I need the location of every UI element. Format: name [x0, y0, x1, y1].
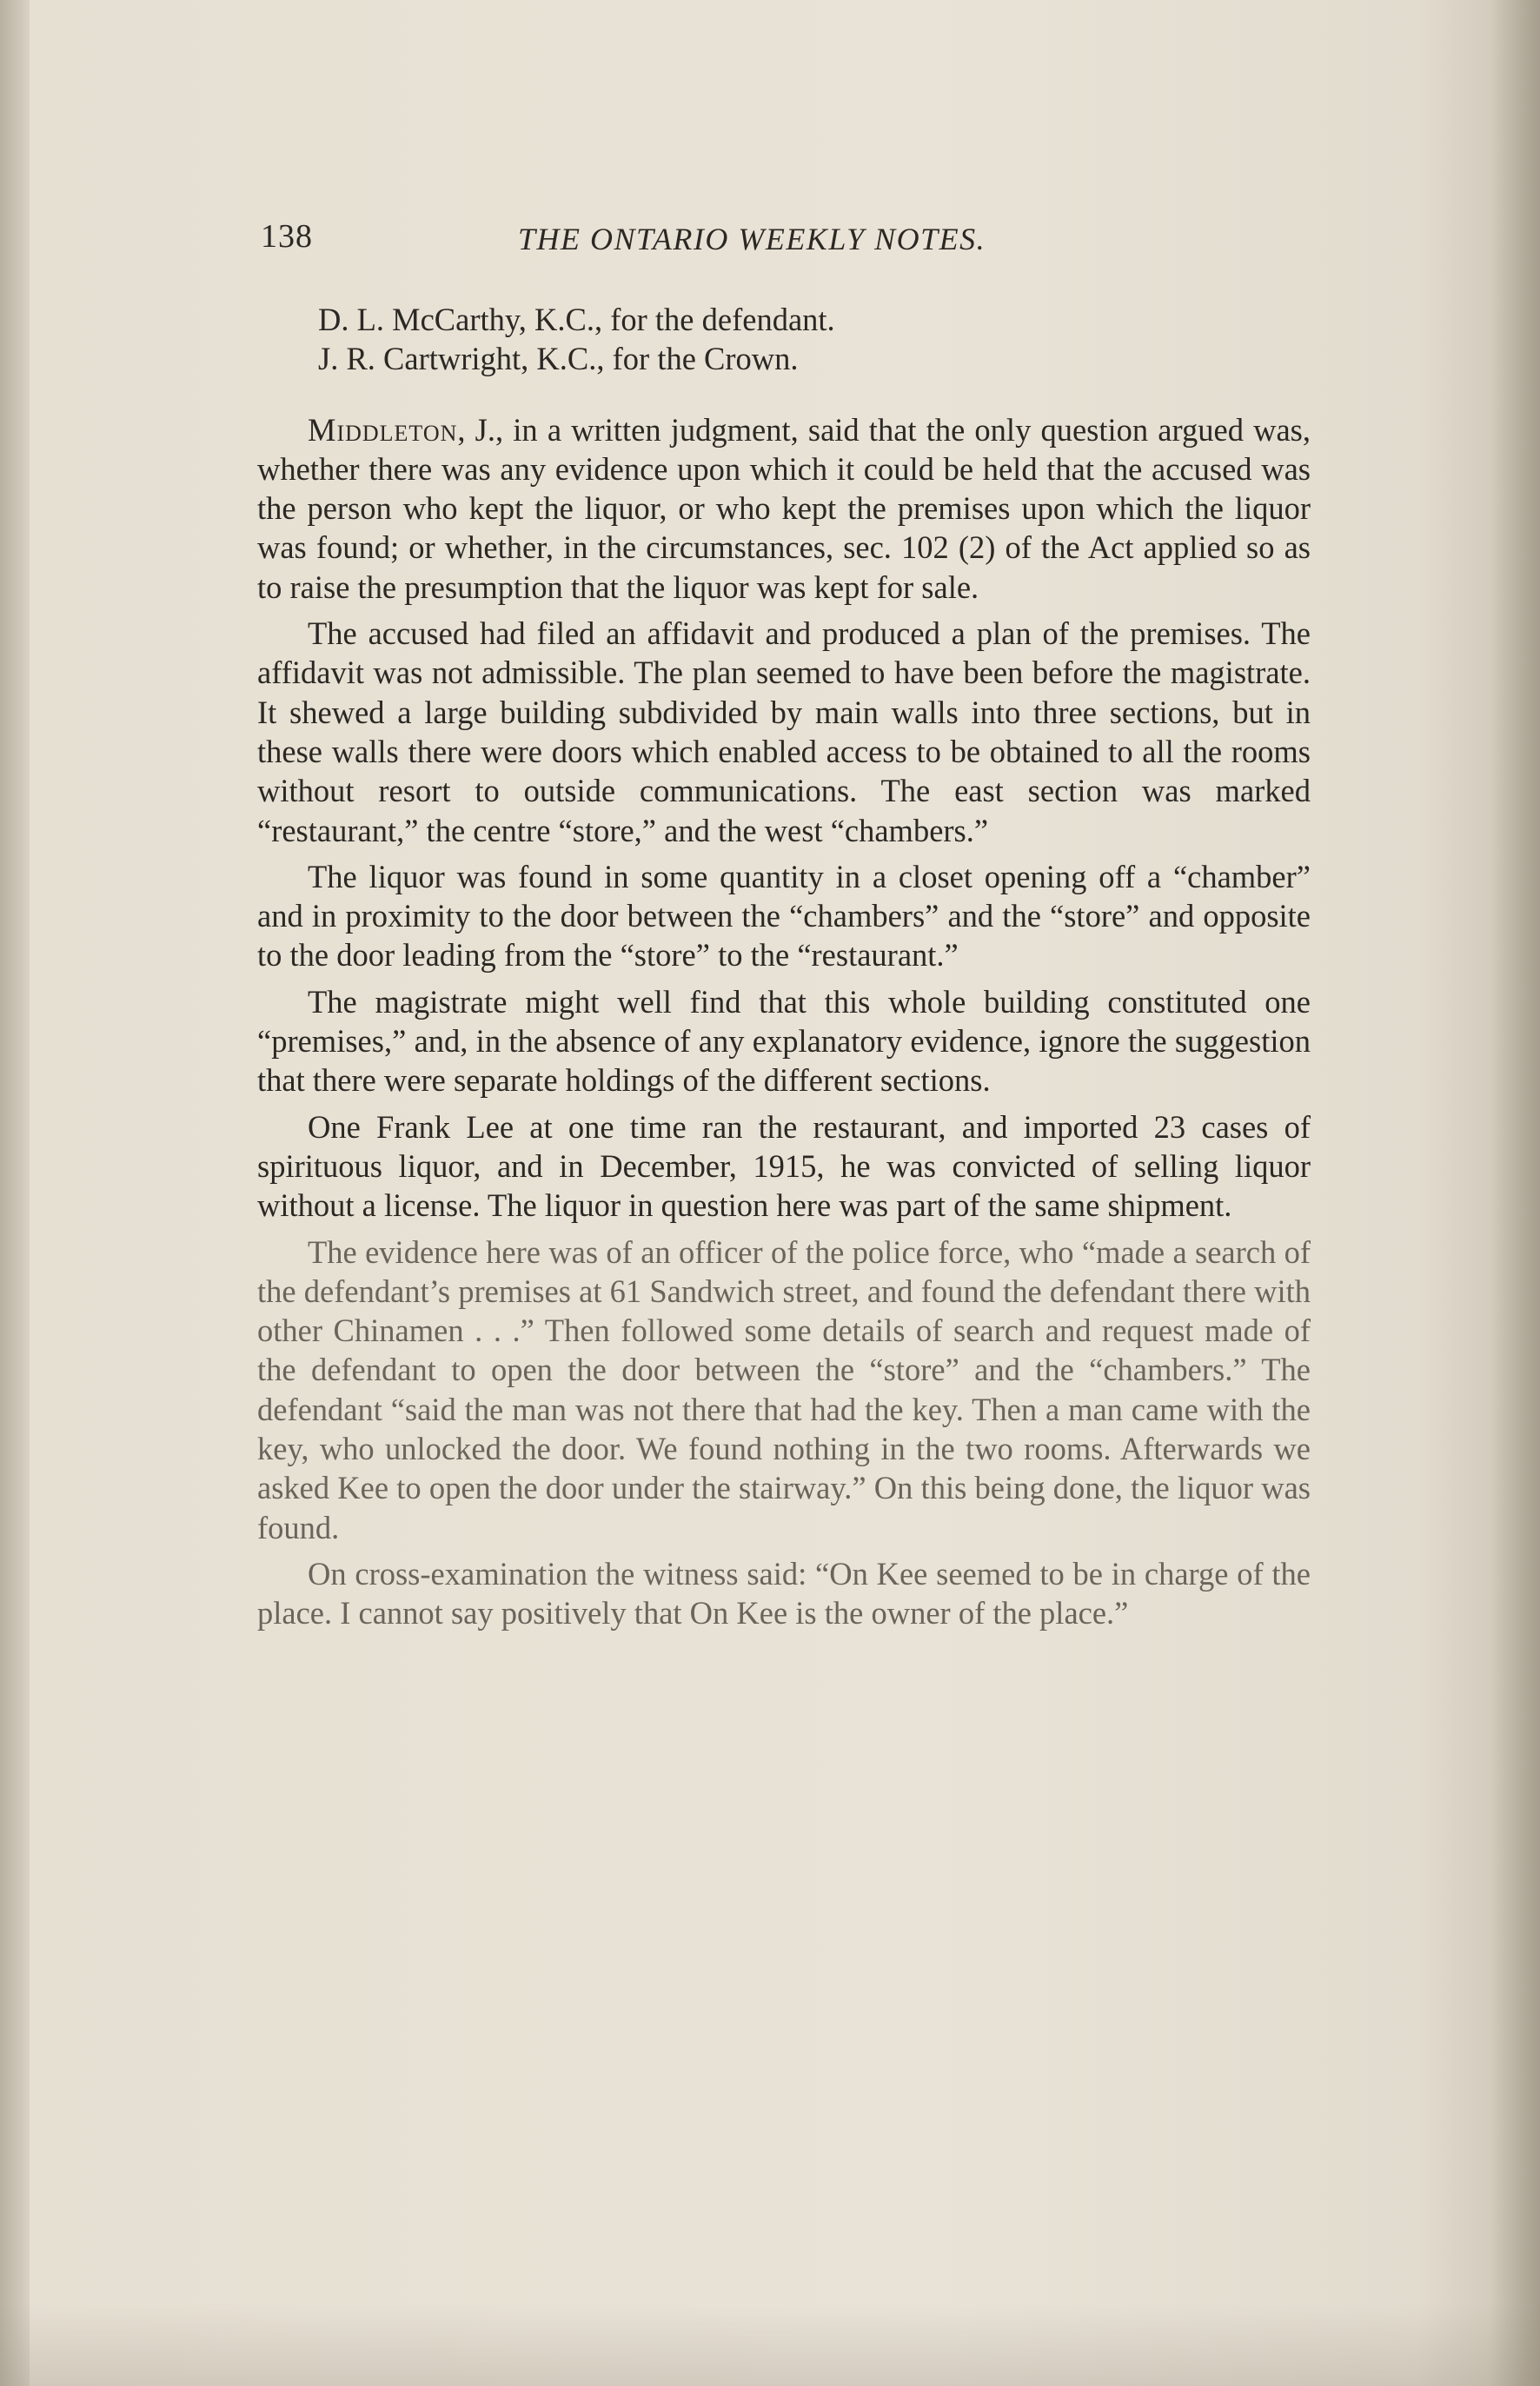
- page-number: 138: [261, 218, 313, 255]
- judgment-paragraph: [257, 410, 1311, 607]
- counsel-line-defendant: D. L. McCarthy, K.C., for the defendant.: [318, 302, 835, 337]
- body-paragraph-liquor-found: The liquor was found in some quantity in a closet opening off a “chamber” and in proximity to the door between the “chambers” and the “store” and opposite to the door leading from the “store” to the “restaurant.”: [257, 858, 1311, 974]
- body-paragraph-cross-examination: On cross-examination the witness said: “On Kee seemed to be in charge of the place. I cannot say positively that On Kee is the owner of the place.”: [257, 1555, 1311, 1632]
- page-edge-shadow: [1488, 0, 1540, 2386]
- body-paragraph-frank-lee: One Frank Lee at one time ran the restaurant, and imported 23 cases of spirituous liquor, and in December, 1915, he was convicted of selling liquor without a license. The liquor in question here was part of the same shipment.: [257, 1108, 1311, 1224]
- counsel-line-crown: J. R. Cartwright, K.C., for the Crown.: [318, 341, 799, 377]
- page-header: [261, 217, 1069, 269]
- body-paragraph-plan: The accused had filed an affidavit and produced a plan of the premises. The affidavit was not admissible. The plan seemed to have been before the magistrate. It shewed a large building subdivided by main walls into three sections, but in these walls there were doors which enabled access to be obtained to all the rooms without resort to outside communications. The east section was marked “restaurant,” the centre “store,” and the west “chambers.”: [257, 615, 1311, 848]
- page-body: [257, 300, 1311, 1640]
- book-spine-shadow: [0, 0, 30, 2386]
- judgment-text: , J., in a written judgment, said that the only question argued was, whether there was any evidence upon which it could be held that the accused was the person who kept the liquor, or who kept the premises upon which the liquor was found; or whether, in the circumstances, sec. 102 (2) of the Act applied so as to raise the presumption that the liquor was kept for sale.: [257, 411, 1311, 605]
- judge-name: Middleton: [308, 411, 458, 448]
- running-title: THE ONTARIO WEEKLY NOTES.: [518, 222, 986, 256]
- body-paragraph-evidence: The evidence here was of an officer of the police force, who “made a search of the defendant’s premises at 61 Sandwich street, and found the defendant there with other Chinamen . . .” Then followed some details of search and request made of the defendant to open the door between the “store” and the “chambers.” The defendant “said the man was not there that had the key. Then a man came with the key, who unlocked the door. We found nothing in the two rooms. Afterwards we asked Kee to open the door under the stairway.” On this being done, the liquor was found.: [257, 1233, 1311, 1545]
- body-paragraph-premises: The magistrate might well find that this whole building constituted one “premises,” and, in the absence of any explanatory evidence, ignore the suggestion that there were separate holdings of the different sections.: [257, 983, 1311, 1099]
- page-bottom-shadow: [0, 2303, 1540, 2386]
